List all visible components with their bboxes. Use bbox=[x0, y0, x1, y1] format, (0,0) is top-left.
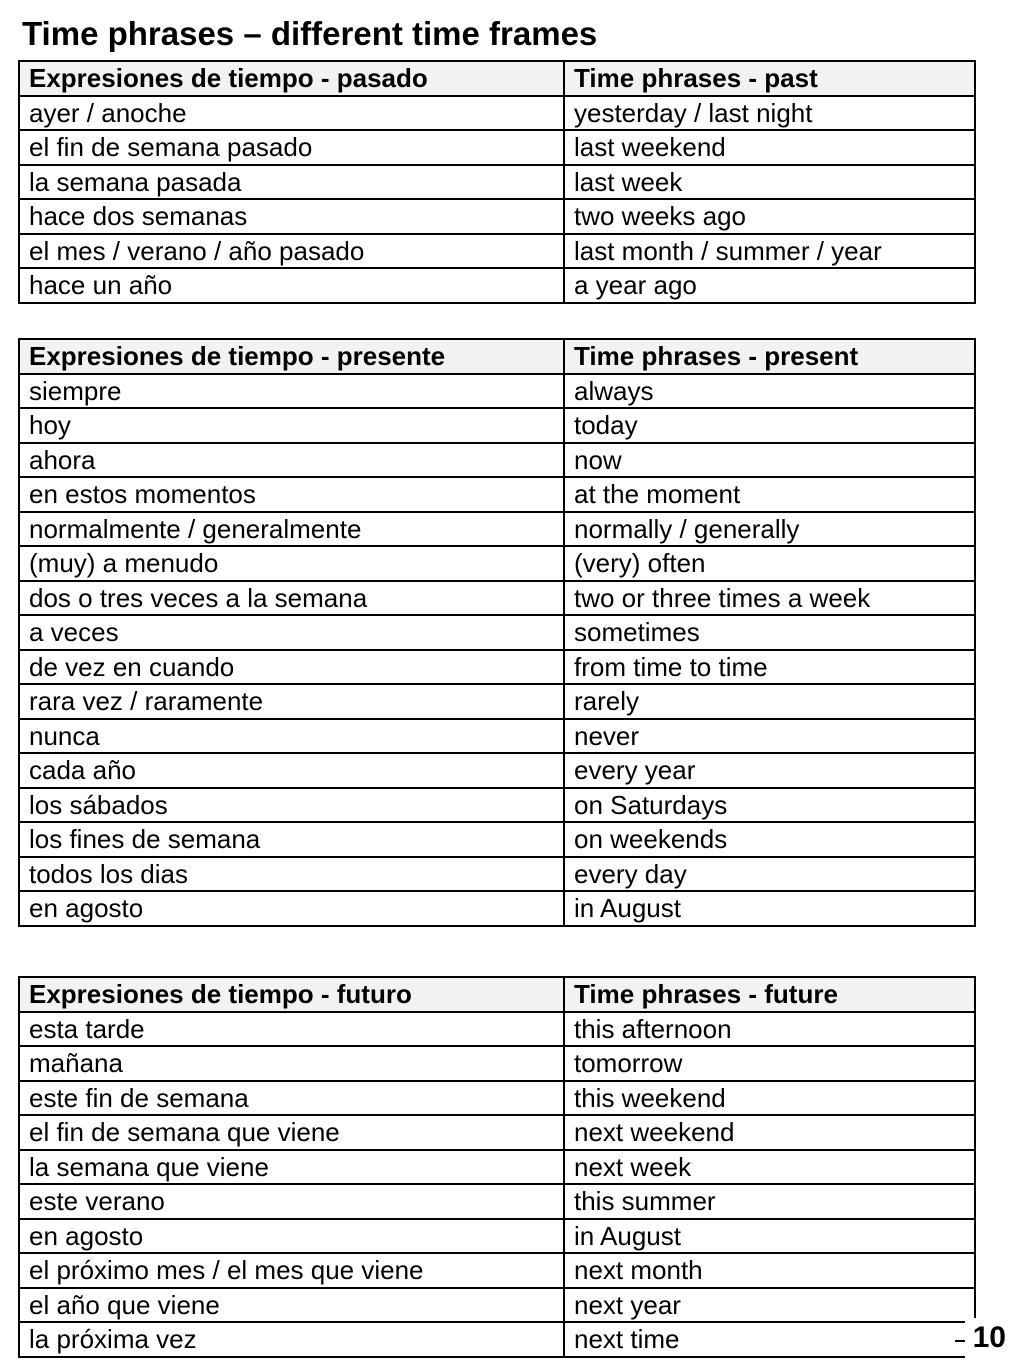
english-phrase-cell: next time bbox=[564, 1322, 975, 1357]
english-phrase-cell: never bbox=[564, 719, 975, 754]
english-phrase-cell: last week bbox=[564, 165, 975, 200]
spanish-phrase-cell: dos o tres veces a la semana bbox=[19, 581, 564, 616]
english-phrase-cell: every year bbox=[564, 753, 975, 788]
table-row bbox=[19, 165, 975, 200]
english-phrase-cell: on weekends bbox=[564, 822, 975, 857]
spanish-phrase-cell: la semana pasada bbox=[19, 165, 564, 200]
english-phrase-cell: always bbox=[564, 374, 975, 409]
english-phrase-cell: today bbox=[564, 408, 975, 443]
english-phrase-cell: at the moment bbox=[564, 477, 975, 512]
spanish-phrase-cell: el mes / verano / año pasado bbox=[19, 234, 564, 269]
table-row bbox=[19, 1046, 975, 1081]
table-row bbox=[19, 1253, 975, 1288]
spanish-column-header: Expresiones de tiempo - futuro bbox=[19, 977, 564, 1012]
spanish-phrase-cell: este fin de semana bbox=[19, 1081, 564, 1116]
spanish-phrase-cell: cada año bbox=[19, 753, 564, 788]
present-phrases-table bbox=[18, 338, 976, 927]
table-row bbox=[19, 1184, 975, 1219]
spanish-phrase-cell: en agosto bbox=[19, 891, 564, 926]
english-phrase-cell: in August bbox=[564, 891, 975, 926]
english-phrase-cell: next week bbox=[564, 1150, 975, 1185]
english-phrase-cell: next month bbox=[564, 1253, 975, 1288]
english-phrase-cell: next year bbox=[564, 1288, 975, 1323]
page-title: Time phrases – different time frames bbox=[22, 15, 598, 52]
english-phrase-cell: last weekend bbox=[564, 130, 975, 165]
english-phrase-cell: yesterday / last night bbox=[564, 96, 975, 131]
spanish-phrase-cell: hoy bbox=[19, 408, 564, 443]
spanish-phrase-cell: siempre bbox=[19, 374, 564, 409]
table-row bbox=[19, 199, 975, 234]
english-phrase-cell: (very) often bbox=[564, 546, 975, 581]
spanish-phrase-cell: ayer / anoche bbox=[19, 96, 564, 131]
english-phrase-cell: on Saturdays bbox=[564, 788, 975, 823]
spanish-phrase-cell: el fin de semana pasado bbox=[19, 130, 564, 165]
past-phrases-table bbox=[18, 60, 976, 304]
spanish-phrase-cell: este verano bbox=[19, 1184, 564, 1219]
spanish-phrase-cell: el fin de semana que viene bbox=[19, 1115, 564, 1150]
english-phrase-cell: this summer bbox=[564, 1184, 975, 1219]
table-row bbox=[19, 615, 975, 650]
spanish-phrase-cell: ahora bbox=[19, 443, 564, 478]
spanish-column-header: Expresiones de tiempo - pasado bbox=[19, 61, 564, 96]
table-row bbox=[19, 96, 975, 131]
table-row bbox=[19, 1115, 975, 1150]
spanish-phrase-cell: esta tarde bbox=[19, 1012, 564, 1047]
spanish-phrase-cell: (muy) a menudo bbox=[19, 546, 564, 581]
table-row bbox=[19, 650, 975, 685]
page-number: 10 bbox=[965, 1318, 1006, 1358]
english-phrase-cell: a year ago bbox=[564, 268, 975, 303]
spanish-phrase-cell: mañana bbox=[19, 1046, 564, 1081]
table-row bbox=[19, 788, 975, 823]
spanish-phrase-cell: todos los dias bbox=[19, 857, 564, 892]
table-row bbox=[19, 1012, 975, 1047]
english-phrase-cell: last month / summer / year bbox=[564, 234, 975, 269]
table-row bbox=[19, 374, 975, 409]
spanish-phrase-cell: en agosto bbox=[19, 1219, 564, 1254]
english-phrase-cell: normally / generally bbox=[564, 512, 975, 547]
spanish-phrase-cell: rara vez / raramente bbox=[19, 684, 564, 719]
table-row bbox=[19, 753, 975, 788]
spanish-phrase-cell: en estos momentos bbox=[19, 477, 564, 512]
table-row bbox=[19, 822, 975, 857]
english-phrase-cell: every day bbox=[564, 857, 975, 892]
spanish-phrase-cell: normalmente / generalmente bbox=[19, 512, 564, 547]
english-column-header: Time phrases - past bbox=[564, 61, 975, 96]
spanish-phrase-cell: de vez en cuando bbox=[19, 650, 564, 685]
english-phrase-cell: from time to time bbox=[564, 650, 975, 685]
table-header-row bbox=[19, 339, 975, 374]
english-column-header: Time phrases - present bbox=[564, 339, 975, 374]
table-header-row bbox=[19, 61, 975, 96]
table-row bbox=[19, 408, 975, 443]
table-row bbox=[19, 268, 975, 303]
table-row bbox=[19, 1322, 975, 1357]
english-phrase-cell: now bbox=[564, 443, 975, 478]
table-row bbox=[19, 1288, 975, 1323]
spanish-phrase-cell: hace un año bbox=[19, 268, 564, 303]
spanish-phrase-cell: el año que viene bbox=[19, 1288, 564, 1323]
table-row bbox=[19, 581, 975, 616]
table-row bbox=[19, 891, 975, 926]
future-phrases-table bbox=[18, 976, 976, 1358]
table-row bbox=[19, 857, 975, 892]
table-row bbox=[19, 546, 975, 581]
table-header-row bbox=[19, 977, 975, 1012]
english-phrase-cell: tomorrow bbox=[564, 1046, 975, 1081]
table-row bbox=[19, 477, 975, 512]
english-phrase-cell: two weeks ago bbox=[564, 199, 975, 234]
english-phrase-cell: this weekend bbox=[564, 1081, 975, 1116]
spanish-phrase-cell: nunca bbox=[19, 719, 564, 754]
table-row bbox=[19, 443, 975, 478]
table-row bbox=[19, 1219, 975, 1254]
english-phrase-cell: two or three times a week bbox=[564, 581, 975, 616]
spanish-column-header: Expresiones de tiempo - presente bbox=[19, 339, 564, 374]
table-row bbox=[19, 1150, 975, 1185]
table-row bbox=[19, 1081, 975, 1116]
spanish-phrase-cell: hace dos semanas bbox=[19, 199, 564, 234]
table-row bbox=[19, 719, 975, 754]
spanish-phrase-cell: a veces bbox=[19, 615, 564, 650]
english-phrase-cell: sometimes bbox=[564, 615, 975, 650]
english-phrase-cell: rarely bbox=[564, 684, 975, 719]
english-phrase-cell: next weekend bbox=[564, 1115, 975, 1150]
table-row bbox=[19, 684, 975, 719]
spanish-phrase-cell: el próximo mes / el mes que viene bbox=[19, 1253, 564, 1288]
spanish-phrase-cell: los sábados bbox=[19, 788, 564, 823]
english-column-header: Time phrases - future bbox=[564, 977, 975, 1012]
english-phrase-cell: in August bbox=[564, 1219, 975, 1254]
spanish-phrase-cell: los fines de semana bbox=[19, 822, 564, 857]
english-phrase-cell: this afternoon bbox=[564, 1012, 975, 1047]
spanish-phrase-cell: la próxima vez bbox=[19, 1322, 564, 1357]
table-row bbox=[19, 130, 975, 165]
table-row bbox=[19, 512, 975, 547]
spanish-phrase-cell: la semana que viene bbox=[19, 1150, 564, 1185]
table-row bbox=[19, 234, 975, 269]
